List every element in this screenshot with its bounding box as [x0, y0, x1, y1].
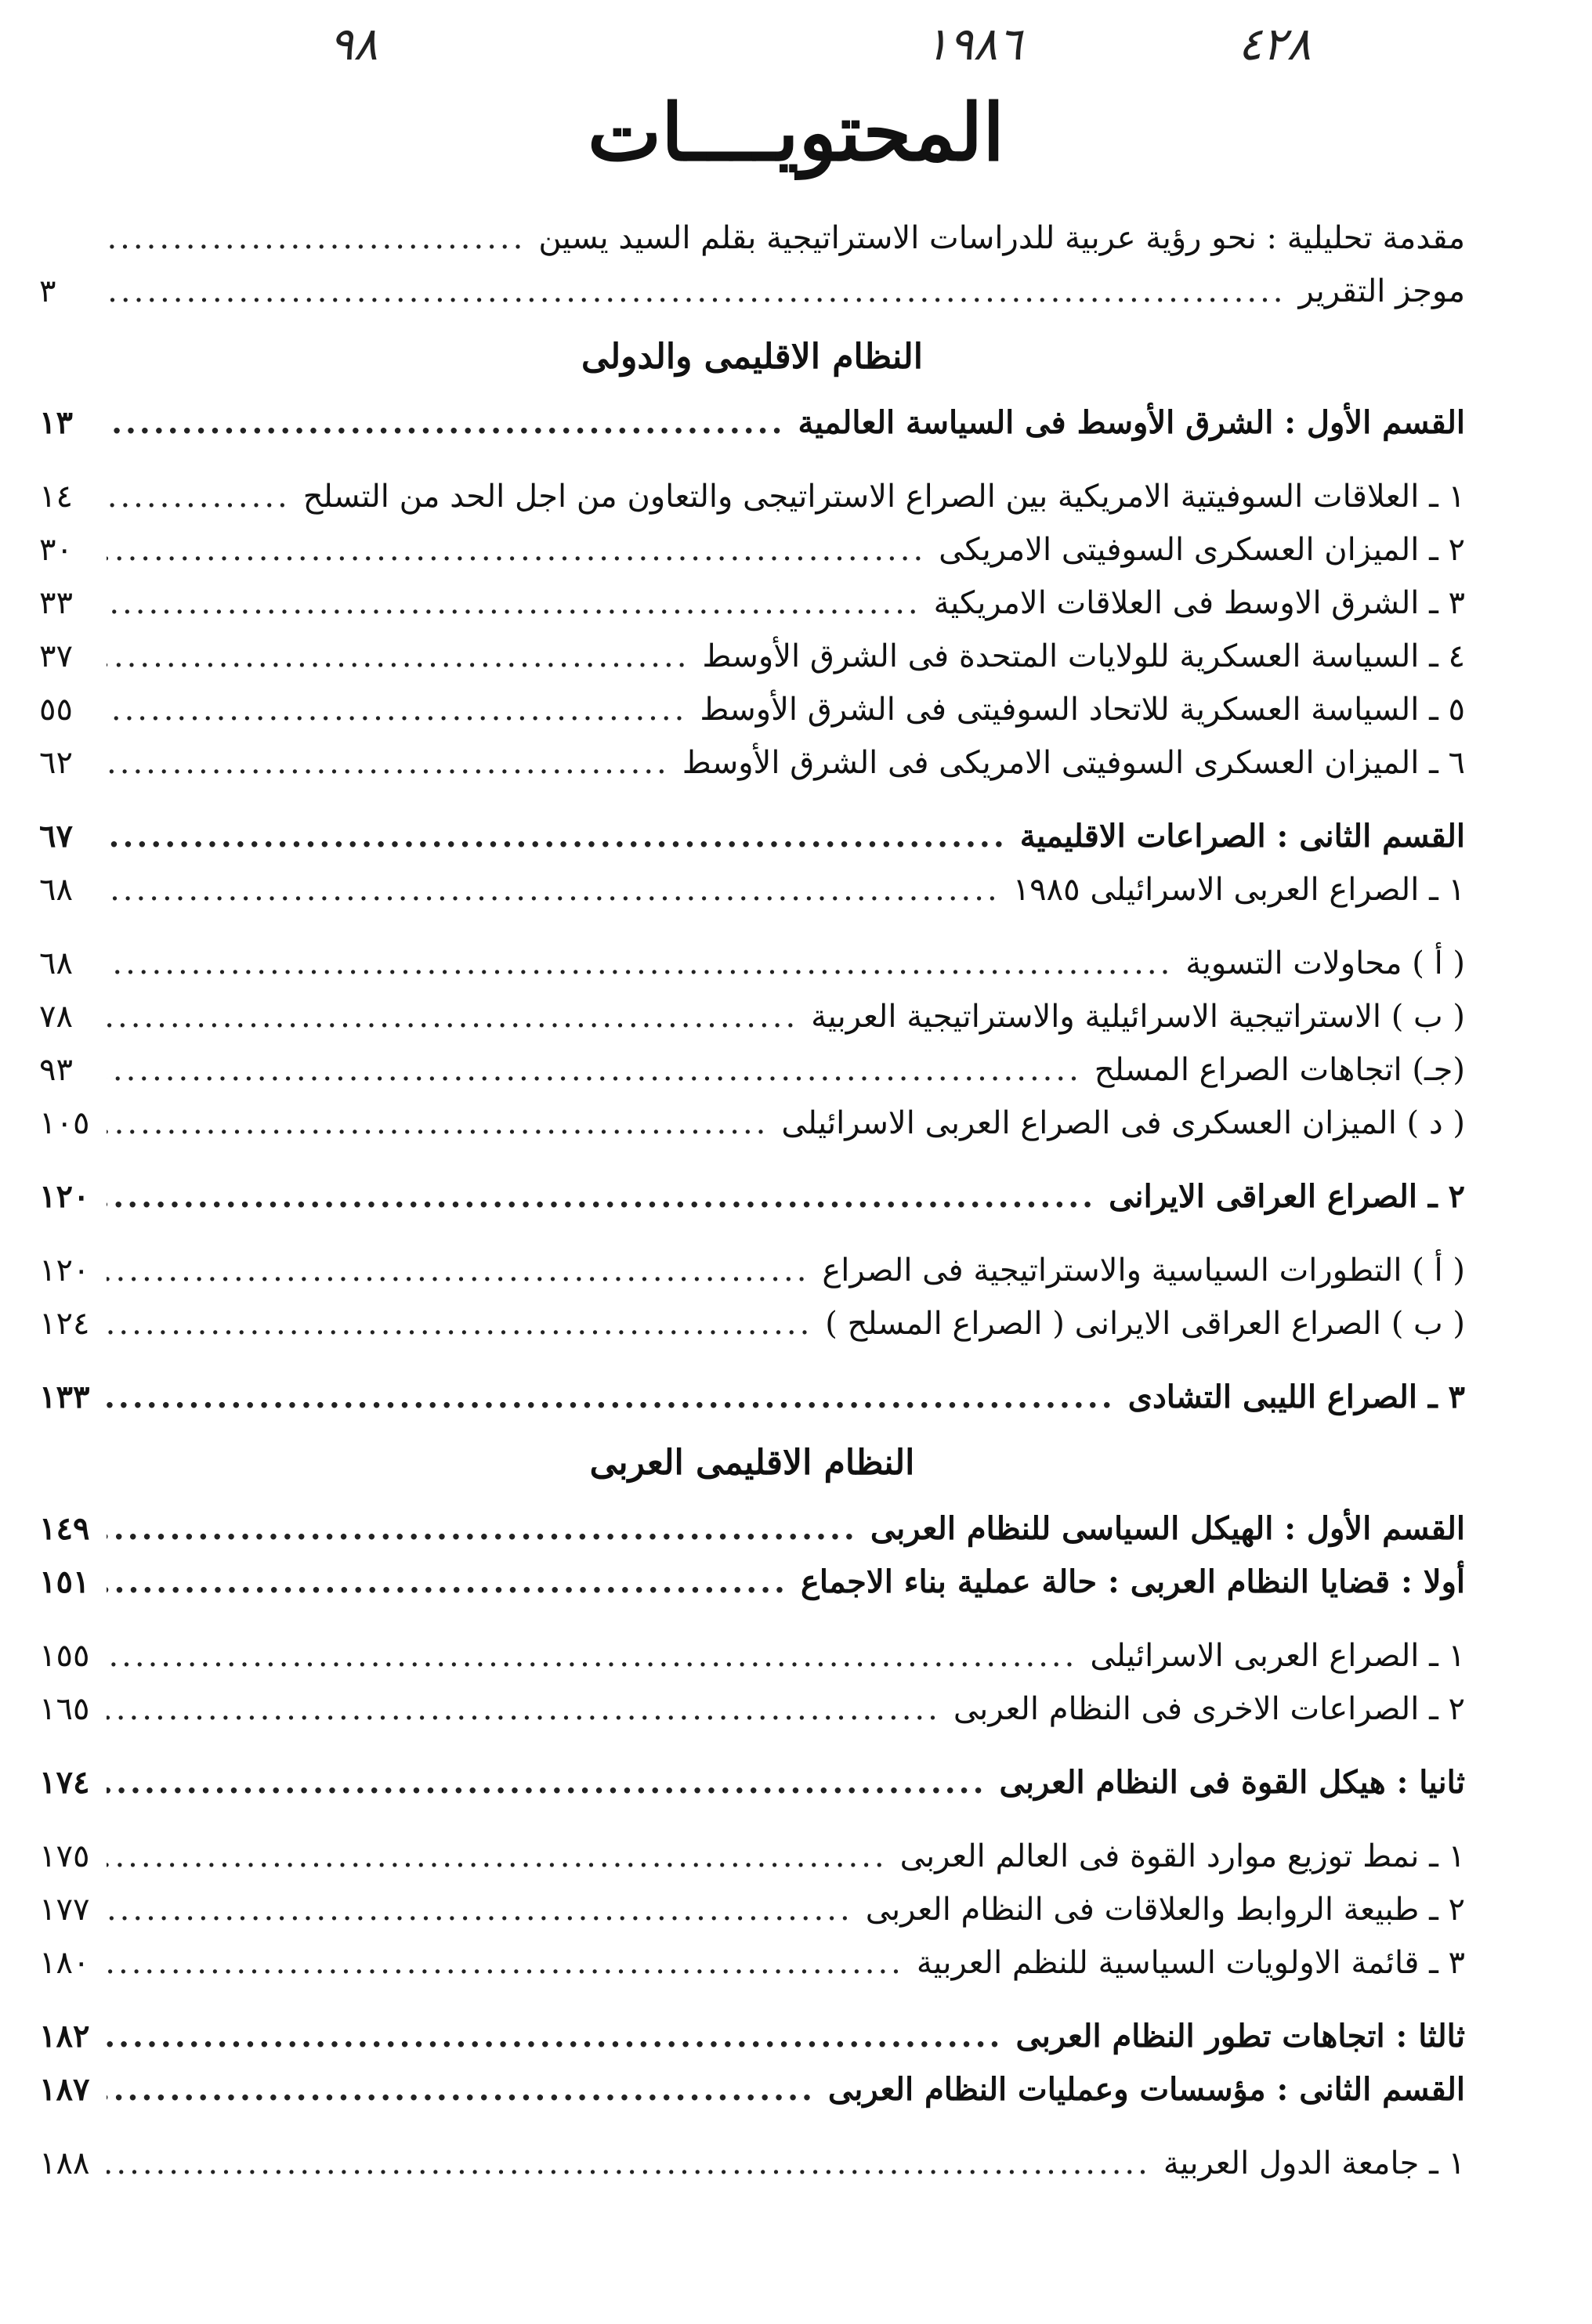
toc-entry — [39, 1170, 1465, 1223]
handwritten-note-left: ٩٨ — [329, 17, 378, 70]
toc-entry — [39, 1883, 1465, 1936]
toc-entry-label: ٥ ـ السياسة العسكرية للاتحاد السوفيتى فى الشرق الأوسط — [700, 692, 1465, 728]
toc-entry-label: ٣ ـ قائمة الاولويات السياسية للنظم العربية — [916, 1945, 1465, 1981]
toc-entry — [39, 396, 1465, 450]
toc-entry-page: ٦٨ — [39, 945, 73, 981]
toc-entry-label: ثالثا : اتجاهات تطور النظام العربى — [1015, 2018, 1465, 2055]
toc-entry-label: القسم الأول : الشرق الأوسط فى السياسة العالمية — [798, 404, 1465, 441]
toc-entry — [39, 2010, 1465, 2063]
dot-leader — [107, 937, 1173, 990]
dot-leader — [107, 1682, 941, 1736]
dot-leader — [107, 576, 921, 630]
toc-entry — [39, 1043, 1465, 1097]
toc-entry — [39, 1629, 1465, 1682]
toc-entry — [39, 1556, 1465, 1609]
dot-leader — [107, 1830, 888, 1883]
toc-entry — [39, 576, 1465, 630]
dot-leader — [107, 265, 1286, 318]
spacer — [39, 1736, 1465, 1756]
toc-entry-label: ١ ـ العلاقات السوفيتية الامريكية بين الصراع الاستراتيجى والتعاون من اجل الحد من التسلح — [302, 479, 1465, 515]
toc-entry-label: ( ب ) الصراع العراقى الايرانى ( الصراع المسلح ) — [825, 1306, 1465, 1342]
dot-leader — [107, 396, 786, 450]
dot-leader — [107, 1244, 809, 1297]
spacer — [39, 1150, 1465, 1170]
toc-entry-label: ٢ ـ طبيعة الروابط والعلاقات فى النظام العربى — [865, 1892, 1465, 1928]
spacer — [39, 1990, 1465, 2010]
toc-entry-page: ١٥١ — [39, 1563, 90, 1600]
toc-entry — [39, 1502, 1465, 1556]
toc-entry-page: ٦٨ — [39, 872, 73, 908]
dot-leader — [107, 736, 670, 790]
dot-leader — [107, 1883, 853, 1936]
toc-entry-page: ١٠٥ — [39, 1105, 90, 1141]
toc-entry — [39, 630, 1465, 683]
toc-entry-page: ٣٠ — [39, 532, 73, 568]
toc-entry-page: ١٤٩ — [39, 1510, 90, 1547]
toc-entry-page: ٣ — [39, 273, 56, 309]
toc-entry-label: القسم الثانى : مؤسسات وعمليات النظام العربى — [827, 2071, 1465, 2108]
dot-leader — [107, 1043, 1082, 1097]
toc-entry — [39, 211, 1465, 265]
toc-entry — [39, 2137, 1465, 2190]
dot-leader — [107, 630, 689, 683]
toc-entry-label: موجز التقرير — [1298, 273, 1465, 309]
toc-entry-label: ثانيا : هيكل القوة فى النظام العربى — [999, 1764, 1465, 1801]
toc-entry — [39, 736, 1465, 790]
toc-entry — [39, 1244, 1465, 1297]
toc-entry-page: ١٦٥ — [39, 1691, 90, 1727]
toc-entry-label: ٣ ـ الصراع الليبى التشادى — [1127, 1379, 1465, 1415]
dot-leader — [107, 470, 291, 523]
spacer — [39, 1809, 1465, 1830]
toc-entry-page: ١٨٢ — [39, 2018, 90, 2055]
toc-entry-label: القسم الثانى : الصراعات الاقليمية — [1019, 818, 1465, 855]
dot-leader — [107, 990, 798, 1043]
toc-entry-page: ٣٣ — [39, 585, 73, 621]
toc-entry-page: ١٣ — [39, 404, 73, 441]
toc-entry — [39, 523, 1465, 576]
toc-entry-label: ١ ـ الصراع العربى الاسرائيلى ١٩٨٥ — [1012, 872, 1465, 908]
toc-entry — [39, 1682, 1465, 1736]
dot-leader — [107, 683, 687, 736]
toc-entry — [39, 1756, 1465, 1809]
toc-entry — [39, 810, 1465, 863]
dot-leader — [107, 1502, 858, 1556]
dot-leader — [107, 1756, 987, 1809]
toc-entry-page: ٣٧ — [39, 638, 73, 674]
toc-entry-page: ١٧٧ — [39, 1892, 90, 1928]
spacer — [39, 1350, 1465, 1371]
toc-entry-label: ١ ـ الصراع العربى الاسرائيلى — [1090, 1638, 1465, 1674]
toc-entry — [39, 937, 1465, 990]
toc-entry-label: ٤ ـ السياسة العسكرية للولايات المتحدة فى الشرق الأوسط — [702, 638, 1465, 674]
handwritten-note-middle: ١٩٨٦ — [924, 17, 1022, 70]
dot-leader — [107, 1170, 1096, 1223]
toc-entry-label: ٦ ـ الميزان العسكرى السوفيتى الامريكى فى الشرق الأوسط — [682, 745, 1465, 781]
toc-entry-page: ١٣٣ — [39, 1379, 90, 1415]
spacer — [39, 2116, 1465, 2137]
toc-entry-label: ٢ ـ الميزان العسكرى السوفيتى الامريكى — [939, 532, 1465, 568]
toc-entry-label: ( ب ) الاستراتيجية الاسرائيلية والاستراتيجية العربية — [811, 999, 1465, 1035]
toc-entry — [39, 990, 1465, 1043]
toc-entry-page: ١٧٥ — [39, 1838, 90, 1874]
dot-leader — [107, 1936, 904, 1990]
toc-entry — [39, 1371, 1465, 1424]
toc-entry — [39, 863, 1465, 916]
dot-leader — [107, 1371, 1116, 1424]
toc-entry-page: ٩٣ — [39, 1052, 73, 1088]
dot-leader — [107, 2063, 816, 2116]
toc-entry-page: ٥٥ — [39, 692, 73, 728]
dot-leader — [107, 211, 526, 265]
toc-entry-page: ١٨٨ — [39, 2145, 90, 2181]
toc-entry-label: (جـ) اتجاهات الصراع المسلح — [1094, 1052, 1465, 1088]
toc-entry — [39, 683, 1465, 736]
toc-entry — [39, 2063, 1465, 2116]
toc-entry-page: ١٢٠ — [39, 1178, 90, 1215]
toc-entry-label: ٣ ـ الشرق الاوسط فى العلاقات الامريكية — [933, 585, 1465, 621]
page-title: المحتويــــات — [587, 86, 1005, 179]
spacer — [39, 1609, 1465, 1629]
spacer — [39, 1223, 1465, 1244]
toc-entry-page: ٦٧ — [39, 818, 73, 855]
toc-entry — [39, 1830, 1465, 1883]
toc-entry-label: ٢ ـ الصراع العراقى الايرانى — [1109, 1178, 1465, 1215]
toc-entry-label: ( د ) الميزان العسكرى فى الصراع العربى الاسرائيلى — [781, 1105, 1465, 1141]
toc-entry — [39, 1936, 1465, 1990]
dot-leader — [107, 863, 1000, 916]
toc-entry-label: القسم الأول : الهيكل السياسى للنظام العربى — [870, 1510, 1465, 1547]
dot-leader — [107, 1556, 788, 1609]
spacer — [39, 916, 1465, 937]
toc-entry-label: ( أ ) التطورات السياسية والاستراتيجية فى الصراع — [822, 1252, 1465, 1289]
toc-entry-page: ١٥٥ — [39, 1638, 90, 1674]
toc-entry-label: ١ ـ نمط توزيع موارد القوة فى العالم العربى — [899, 1838, 1465, 1874]
section-heading: النظام الاقليمى والدولى — [581, 337, 923, 377]
dot-leader — [107, 1097, 769, 1150]
toc-entry-page: ١٧٤ — [39, 1764, 90, 1801]
toc-entry-label: ١ ـ جامعة الدول العربية — [1163, 2145, 1465, 2181]
toc-entry-label: ( أ ) محاولات التسوية — [1185, 945, 1465, 981]
dot-leader — [107, 523, 926, 576]
toc-entry-page: ١٢٠ — [39, 1252, 90, 1289]
toc-entry-page: ١٢٤ — [39, 1306, 90, 1342]
handwritten-note-right: ٤٢٨ — [1238, 17, 1312, 70]
toc-entry-page: ١٨٠ — [39, 1945, 90, 1981]
toc-entry-label: أولا : قضايا النظام العربى : حالة عملية بناء الاجماع — [800, 1563, 1465, 1600]
toc-entry — [39, 1297, 1465, 1350]
toc-entry — [39, 470, 1465, 523]
toc-entry-page: ٧٨ — [39, 999, 73, 1035]
dot-leader — [107, 1297, 812, 1350]
toc-entry-label: ٢ ـ الصراعات الاخرى فى النظام العربى — [953, 1691, 1465, 1727]
toc-entry-label: مقدمة تحليلية : نحو رؤية عربية للدراسات الاستراتيجية بقلم السيد يسين — [538, 220, 1465, 256]
toc-entry — [39, 265, 1465, 318]
dot-leader — [107, 2137, 1151, 2190]
spacer — [39, 450, 1465, 470]
dot-leader — [107, 1629, 1077, 1682]
table-of-contents — [39, 211, 1465, 2190]
toc-entry-page: ١٤ — [39, 479, 73, 515]
toc-entry-page: ١٨٧ — [39, 2071, 90, 2108]
dot-leader — [107, 2010, 1003, 2063]
toc-entry — [39, 1097, 1465, 1150]
spacer — [39, 790, 1465, 810]
section-heading: النظام الاقليمى العربى — [589, 1443, 915, 1483]
toc-entry-page: ٦٢ — [39, 745, 73, 781]
dot-leader — [107, 810, 1008, 863]
